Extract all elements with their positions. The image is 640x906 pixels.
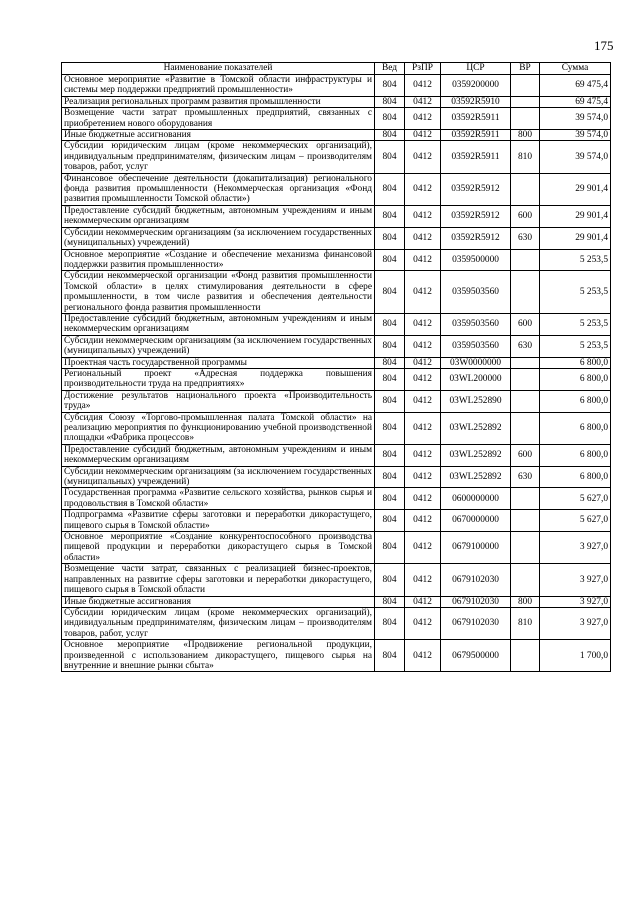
table-row: [62, 205, 611, 227]
cell-sum: 3 927,0: [540, 532, 611, 564]
cell-vr: 630: [511, 227, 540, 249]
cell-csr: 03WL252892: [441, 444, 511, 466]
cell-name: Основное мероприятие «Создание конкурентоспособного производства пищевой продукции и переработки дикорастущего сырья в Томской области»: [62, 532, 375, 564]
cell-rzpr: 0412: [405, 607, 441, 639]
cell-vr: [511, 390, 540, 412]
cell-name: Предоставление субсидий бюджетным, автономным учреждениям и иным некоммерческим организациям: [62, 205, 375, 227]
cell-csr: 0359503560: [441, 313, 511, 335]
cell-vr: [511, 108, 540, 130]
cell-name: Возмещение части затрат промышленных предприятий, связанных с приобретением нового оборудования: [62, 108, 375, 130]
cell-csr: 0679102030: [441, 596, 511, 607]
cell-ved: 804: [375, 444, 405, 466]
cell-vr: 630: [511, 466, 540, 488]
table-row: [62, 488, 611, 510]
header-vr: ВР: [511, 63, 540, 75]
cell-rzpr: 0412: [405, 532, 441, 564]
cell-ved: 804: [375, 108, 405, 130]
table-row: [62, 130, 611, 141]
cell-sum: 39 574,0: [540, 141, 611, 173]
cell-csr: 0679102030: [441, 607, 511, 639]
cell-ved: 804: [375, 357, 405, 368]
header-csr: ЦСР: [441, 63, 511, 75]
cell-ved: 804: [375, 205, 405, 227]
cell-sum: 5 253,5: [540, 249, 611, 271]
cell-csr: 03592R5912: [441, 227, 511, 249]
cell-rzpr: 0412: [405, 96, 441, 107]
cell-rzpr: 0412: [405, 390, 441, 412]
cell-ved: 804: [375, 313, 405, 335]
cell-sum: 29 901,4: [540, 173, 611, 205]
cell-name: Предоставление субсидий бюджетным, автономным учреждениям и иным некоммерческим организациям: [62, 313, 375, 335]
cell-vr: [511, 412, 540, 444]
cell-csr: 0679102030: [441, 564, 511, 596]
cell-vr: [511, 640, 540, 672]
cell-csr: 03W0000000: [441, 357, 511, 368]
cell-rzpr: 0412: [405, 466, 441, 488]
cell-rzpr: 0412: [405, 444, 441, 466]
cell-rzpr: 0412: [405, 249, 441, 271]
cell-vr: [511, 510, 540, 532]
table-row: [62, 444, 611, 466]
table-row: [62, 510, 611, 532]
cell-vr: [511, 249, 540, 271]
cell-csr: 0359503560: [441, 271, 511, 314]
cell-name: Субсидия Союзу «Торгово-промышленная палата Томской области» на реализацию мероприятия по функционированию учебной производственной площадки «Фабрика процессов»: [62, 412, 375, 444]
cell-ved: 804: [375, 130, 405, 141]
cell-rzpr: 0412: [405, 313, 441, 335]
header-name: Наименование показателей: [62, 63, 375, 75]
cell-vr: 600: [511, 444, 540, 466]
cell-sum: 6 800,0: [540, 412, 611, 444]
cell-csr: 0359503560: [441, 335, 511, 357]
table-row: [62, 596, 611, 607]
cell-name: Возмещение части затрат, связанных с реализацией бизнес-проектов, направленных на развитие сферы заготовки и переработки дикорастущего, пищевого сырья в Томской области: [62, 564, 375, 596]
table-row: [62, 564, 611, 596]
cell-vr: [511, 564, 540, 596]
cell-name: Реализация региональных программ развития промышленности: [62, 96, 375, 107]
cell-name: Достижение результатов национального проекта «Производительность труда»: [62, 390, 375, 412]
cell-ved: 804: [375, 173, 405, 205]
header-sum: Сумма: [540, 63, 611, 75]
table-row: [62, 96, 611, 107]
cell-csr: 0679500000: [441, 640, 511, 672]
budget-table: [61, 62, 611, 672]
cell-csr: 03592R5910: [441, 96, 511, 107]
cell-sum: 6 800,0: [540, 368, 611, 390]
cell-ved: 804: [375, 412, 405, 444]
cell-sum: 29 901,4: [540, 205, 611, 227]
cell-rzpr: 0412: [405, 130, 441, 141]
cell-ved: 804: [375, 390, 405, 412]
table-row: [62, 271, 611, 314]
cell-csr: 03592R5912: [441, 173, 511, 205]
cell-ved: 804: [375, 271, 405, 314]
cell-vr: [511, 96, 540, 107]
cell-ved: 804: [375, 607, 405, 639]
header-rzpr: РзПР: [405, 63, 441, 75]
cell-ved: 804: [375, 75, 405, 97]
cell-vr: [511, 75, 540, 97]
cell-rzpr: 0412: [405, 75, 441, 97]
cell-sum: 39 574,0: [540, 130, 611, 141]
cell-csr: 03592R5911: [441, 108, 511, 130]
page-number: 175: [594, 38, 614, 53]
cell-sum: 5 253,5: [540, 313, 611, 335]
cell-rzpr: 0412: [405, 108, 441, 130]
table-row: [62, 75, 611, 97]
cell-sum: 3 927,0: [540, 564, 611, 596]
cell-sum: 5 627,0: [540, 488, 611, 510]
cell-vr: 800: [511, 596, 540, 607]
table-row: [62, 390, 611, 412]
table-row: [62, 412, 611, 444]
table-row: [62, 357, 611, 368]
cell-sum: 69 475,4: [540, 75, 611, 97]
cell-sum: 6 800,0: [540, 357, 611, 368]
cell-name: Финансовое обеспечение деятельности (докапитализация) регионального фонда развития промышленности (Некоммерческая организация «Фонд развития промышленности Томской области»): [62, 173, 375, 205]
cell-vr: [511, 357, 540, 368]
cell-vr: [511, 271, 540, 314]
cell-name: Региональный проект «Адресная поддержка повышения производительности труда на предприятиях»: [62, 368, 375, 390]
cell-rzpr: 0412: [405, 357, 441, 368]
cell-ved: 804: [375, 532, 405, 564]
cell-name: Подпрограмма «Развитие сферы заготовки и переработки дикорастущего, пищевого сырья в Томской области»: [62, 510, 375, 532]
cell-sum: 6 800,0: [540, 390, 611, 412]
table-row: [62, 227, 611, 249]
cell-vr: 810: [511, 607, 540, 639]
cell-ved: 804: [375, 227, 405, 249]
cell-rzpr: 0412: [405, 640, 441, 672]
cell-rzpr: 0412: [405, 205, 441, 227]
header-ved: Вед: [375, 63, 405, 75]
table-row: [62, 108, 611, 130]
cell-vr: [511, 532, 540, 564]
cell-rzpr: 0412: [405, 412, 441, 444]
cell-name: Государственная программа «Развитие сельского хозяйства, рынков сырья и продовольствия в Томской области»: [62, 488, 375, 510]
table-row: [62, 532, 611, 564]
cell-ved: 804: [375, 640, 405, 672]
cell-vr: 810: [511, 141, 540, 173]
cell-name: Основное мероприятие «Развитие в Томской области инфраструктуры и системы мер поддержки предприятий промышленности»: [62, 75, 375, 97]
cell-csr: 03WL200000: [441, 368, 511, 390]
table-body: [62, 75, 611, 672]
cell-csr: 03WL252890: [441, 390, 511, 412]
cell-csr: 0359200000: [441, 75, 511, 97]
cell-vr: [511, 488, 540, 510]
cell-sum: 3 927,0: [540, 596, 611, 607]
cell-sum: 3 927,0: [540, 607, 611, 639]
cell-csr: 03WL252892: [441, 466, 511, 488]
cell-ved: 804: [375, 596, 405, 607]
table-row: [62, 640, 611, 672]
cell-rzpr: 0412: [405, 510, 441, 532]
cell-rzpr: 0412: [405, 596, 441, 607]
table-row: [62, 313, 611, 335]
cell-csr: 0670000000: [441, 510, 511, 532]
cell-ved: 804: [375, 368, 405, 390]
cell-name: Субсидии некоммерческим организациям (за исключением государственных (муниципальных) учреждений): [62, 227, 375, 249]
cell-csr: 0600000000: [441, 488, 511, 510]
cell-vr: 630: [511, 335, 540, 357]
cell-ved: 804: [375, 96, 405, 107]
cell-sum: 5 253,5: [540, 335, 611, 357]
cell-vr: [511, 368, 540, 390]
cell-vr: 800: [511, 130, 540, 141]
cell-sum: 29 901,4: [540, 227, 611, 249]
cell-ved: 804: [375, 510, 405, 532]
cell-vr: 600: [511, 313, 540, 335]
cell-csr: 03592R5912: [441, 205, 511, 227]
cell-ved: 804: [375, 564, 405, 596]
cell-name: Предоставление субсидий бюджетным, автономным учреждениям и иным некоммерческим организациям: [62, 444, 375, 466]
cell-name: Субсидии юридическим лицам (кроме некоммерческих организаций), индивидуальным предпринимателям, физическим лицам – производителям товаров, работ, услуг: [62, 141, 375, 173]
table-row: [62, 607, 611, 639]
cell-sum: 39 574,0: [540, 108, 611, 130]
cell-rzpr: 0412: [405, 271, 441, 314]
cell-name: Субсидии юридическим лицам (кроме некоммерческих организаций), индивидуальным предпринимателям, физическим лицам – производителям товаров, работ, услуг: [62, 607, 375, 639]
cell-rzpr: 0412: [405, 335, 441, 357]
cell-sum: 6 800,0: [540, 444, 611, 466]
cell-csr: 03WL252892: [441, 412, 511, 444]
cell-name: Субсидии некоммерческой организации «Фонд развития промышленности Томской области» в целях стимулирования деятельности в сфере промышленности, в том числе развития и обеспечения деятельности регионального фонда развития промышленности: [62, 271, 375, 314]
cell-sum: 1 700,0: [540, 640, 611, 672]
cell-sum: 5 253,5: [540, 271, 611, 314]
cell-ved: 804: [375, 141, 405, 173]
cell-name: Основное мероприятие «Продвижение региональной продукции, произведенной с использованием дикорастущего, пищевого сырья на внутренние и внешние рынки сбыта»: [62, 640, 375, 672]
cell-name: Субсидии некоммерческим организациям (за исключением государственных (муниципальных) учреждений): [62, 466, 375, 488]
cell-csr: 0359500000: [441, 249, 511, 271]
cell-name: Иные бюджетные ассигнования: [62, 130, 375, 141]
cell-rzpr: 0412: [405, 368, 441, 390]
table-row: [62, 335, 611, 357]
cell-csr: 03592R5911: [441, 130, 511, 141]
table-header-row: [62, 63, 611, 75]
cell-sum: 5 627,0: [540, 510, 611, 532]
cell-name: Проектная часть государственной программы: [62, 357, 375, 368]
cell-vr: 600: [511, 205, 540, 227]
cell-ved: 804: [375, 466, 405, 488]
cell-rzpr: 0412: [405, 564, 441, 596]
cell-ved: 804: [375, 488, 405, 510]
cell-ved: 804: [375, 249, 405, 271]
table-row: [62, 249, 611, 271]
cell-name: Основное мероприятие «Создание и обеспечение механизма финансовой поддержки развития промышленности»: [62, 249, 375, 271]
cell-ved: 804: [375, 335, 405, 357]
cell-csr: 03592R5911: [441, 141, 511, 173]
table-row: [62, 141, 611, 173]
table-row: [62, 466, 611, 488]
cell-name: Иные бюджетные ассигнования: [62, 596, 375, 607]
cell-csr: 0679100000: [441, 532, 511, 564]
cell-name: Субсидии некоммерческим организациям (за исключением государственных (муниципальных) учреждений): [62, 335, 375, 357]
cell-sum: 69 475,4: [540, 96, 611, 107]
cell-rzpr: 0412: [405, 488, 441, 510]
cell-rzpr: 0412: [405, 227, 441, 249]
cell-rzpr: 0412: [405, 141, 441, 173]
table-row: [62, 173, 611, 205]
cell-rzpr: 0412: [405, 173, 441, 205]
cell-vr: [511, 173, 540, 205]
cell-sum: 6 800,0: [540, 466, 611, 488]
table-row: [62, 368, 611, 390]
